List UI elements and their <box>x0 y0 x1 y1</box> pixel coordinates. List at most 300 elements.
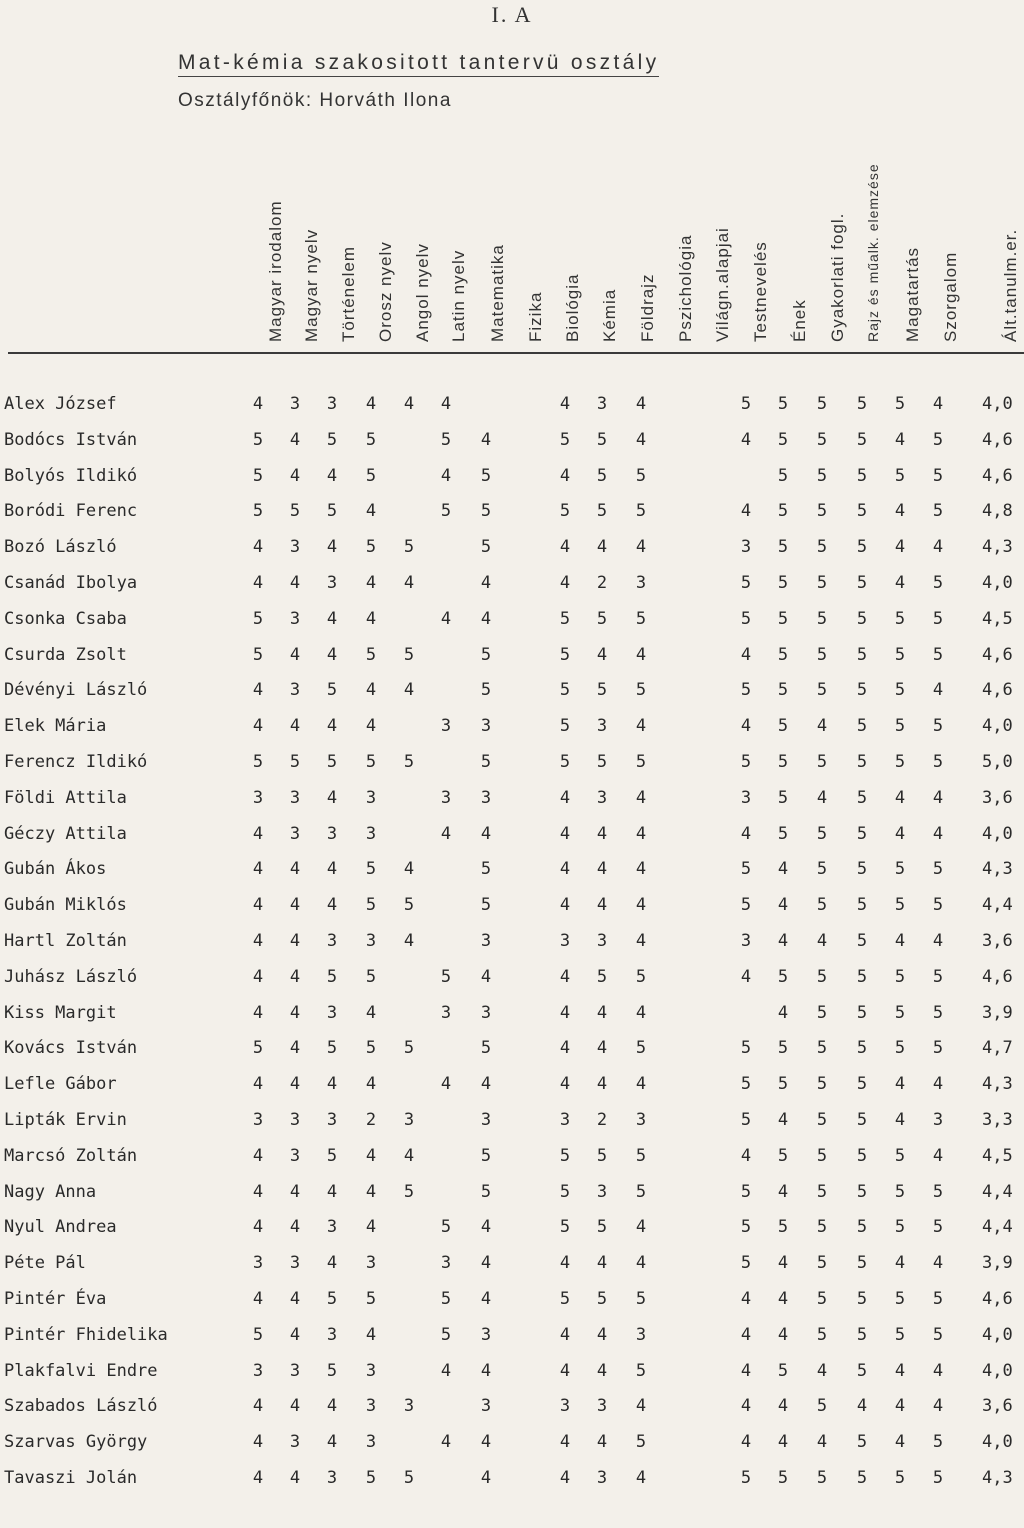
grade-cell: 4 <box>740 1360 752 1381</box>
grade-cell: 5 <box>894 644 906 665</box>
grade-cell: 4 <box>635 823 647 844</box>
grade-cell: 4 <box>365 501 377 522</box>
grade-cell: 4 <box>596 1038 608 1059</box>
grade-cell: 5 <box>635 680 647 701</box>
grade-cell: 4 <box>932 394 944 414</box>
grade-cell: 5 <box>894 966 906 987</box>
grade-cell: 5 <box>856 1432 868 1453</box>
grade-cell: 4 <box>932 1074 944 1095</box>
table-row <box>0 931 1024 967</box>
grade-cell: 4 <box>740 1145 752 1166</box>
grade-cell: 5 <box>856 1074 868 1095</box>
grade-cell: 4 <box>289 966 301 987</box>
grade-cell: 4 <box>816 716 828 737</box>
grade-cell: 3 <box>440 1002 452 1023</box>
grade-cell: 3 <box>326 1002 338 1023</box>
grade-cell: 5 <box>777 787 789 808</box>
grade-cell: 5 <box>480 752 492 772</box>
grade-cell: 5 <box>856 501 868 522</box>
grade-cell: 4 <box>480 573 492 593</box>
average-cell: 4,0 <box>982 716 1013 737</box>
grade-cell: 5 <box>894 608 906 629</box>
grade-cell: 4 <box>326 1074 338 1095</box>
grade-cell: 3 <box>596 394 608 414</box>
table-row <box>0 537 1024 573</box>
grade-cell: 5 <box>932 1217 944 1238</box>
grade-cell: 5 <box>856 1145 868 1166</box>
average-cell: 4,8 <box>982 501 1013 522</box>
table-row <box>0 573 1024 609</box>
grade-cell: 5 <box>326 1289 338 1309</box>
average-cell: 4,0 <box>982 573 1013 593</box>
grade-cell: 5 <box>777 465 789 486</box>
grade-cell: 3 <box>326 1468 338 1488</box>
grade-cell: 4 <box>289 1002 301 1023</box>
grade-cell: 5 <box>894 1217 906 1238</box>
grade-cell: 5 <box>894 895 906 916</box>
grade-cell: 5 <box>480 501 492 522</box>
grade-cell: 5 <box>596 429 608 450</box>
grade-cell: 5 <box>252 429 264 450</box>
grade-cell: 5 <box>326 1360 338 1381</box>
grade-cell: 5 <box>440 1289 452 1309</box>
grade-cell: 3 <box>252 1253 264 1274</box>
student-name: Dévényi László <box>4 680 148 701</box>
grade-cell: 4 <box>403 680 415 701</box>
grade-cell: 3 <box>480 1110 492 1130</box>
table-row <box>0 394 1024 430</box>
grade-cell: 4 <box>252 1074 264 1095</box>
grade-cell: 5 <box>740 1253 752 1274</box>
grade-cell: 5 <box>596 752 608 772</box>
grade-cell: 5 <box>365 1468 377 1488</box>
grade-cell: 4 <box>559 1038 571 1059</box>
grade-cell: 4 <box>777 1396 789 1417</box>
grade-cell: 3 <box>252 787 264 808</box>
average-cell: 4,0 <box>982 1432 1013 1453</box>
grade-cell: 5 <box>740 1468 752 1488</box>
grade-cell: 4 <box>289 429 301 450</box>
student-name: Péte Pál <box>4 1253 86 1274</box>
grade-cell: 3 <box>559 931 571 951</box>
student-name: Pintér Éva <box>4 1289 107 1309</box>
grade-cell: 5 <box>740 608 752 629</box>
grade-cell: 5 <box>635 1289 647 1309</box>
subject-header: Orosz nyelv <box>376 241 395 342</box>
table-row <box>0 1396 1024 1432</box>
grade-cell: 4 <box>252 1217 264 1238</box>
grade-cell: 4 <box>480 1360 492 1381</box>
grade-cell: 5 <box>894 1145 906 1166</box>
grade-cell: 4 <box>856 1396 868 1417</box>
grade-cell: 5 <box>816 1289 828 1309</box>
grade-cell: 4 <box>326 608 338 629</box>
grade-cell: 5 <box>932 429 944 450</box>
subject-header: Angol nyelv <box>413 243 432 342</box>
grade-cell: 5 <box>252 1038 264 1059</box>
table-row <box>0 645 1024 681</box>
grade-cell: 4 <box>777 1253 789 1274</box>
grade-cell: 5 <box>252 1324 264 1345</box>
grade-cell: 5 <box>894 1038 906 1059</box>
grade-cell: 4 <box>635 931 647 951</box>
grade-cell: 5 <box>932 966 944 987</box>
grade-cell: 4 <box>252 1181 264 1202</box>
grade-cell: 5 <box>559 501 571 522</box>
grade-cell: 4 <box>403 859 415 880</box>
grade-cell: 4 <box>289 859 301 880</box>
grade-cell: 5 <box>559 644 571 665</box>
table-row <box>0 466 1024 502</box>
grade-cell: 4 <box>894 1110 906 1130</box>
average-cell: 4,6 <box>982 465 1013 486</box>
student-name: Kovács István <box>4 1038 138 1059</box>
grade-cell: 5 <box>440 429 452 450</box>
grade-cell: 3 <box>403 1110 415 1130</box>
grade-cell: 4 <box>289 1289 301 1309</box>
grade-cell: 4 <box>596 1324 608 1345</box>
grade-cell: 5 <box>932 895 944 916</box>
grade-cell: 5 <box>932 465 944 486</box>
average-cell: 4,6 <box>982 1289 1013 1309</box>
grade-cell: 4 <box>326 1253 338 1274</box>
grade-cell: 5 <box>894 394 906 414</box>
grade-cell: 4 <box>440 465 452 486</box>
grade-cell: 4 <box>740 1289 752 1309</box>
grade-cell: 5 <box>856 1110 868 1130</box>
grade-cell: 4 <box>635 394 647 414</box>
grade-cell: 5 <box>777 1145 789 1166</box>
grade-cell: 4 <box>440 1074 452 1095</box>
grade-cell: 4 <box>403 573 415 593</box>
grade-cell: 4 <box>480 1253 492 1274</box>
grade-cell: 5 <box>932 608 944 629</box>
student-name: Bolyós Ildikó <box>4 465 138 486</box>
student-name: Boródi Ferenc <box>4 501 138 522</box>
subject-header: Matematika <box>488 244 507 342</box>
grade-cell: 4 <box>777 859 789 880</box>
grade-cell: 4 <box>816 1360 828 1381</box>
grade-cell: 5 <box>816 895 828 916</box>
table-row <box>0 1361 1024 1397</box>
grade-cell: 4 <box>365 680 377 701</box>
grade-cell: 4 <box>894 573 906 593</box>
grade-cell: 3 <box>403 1396 415 1417</box>
grade-cell: 4 <box>289 1181 301 1202</box>
grade-cell: 4 <box>894 1074 906 1095</box>
grade-cell: 5 <box>816 680 828 701</box>
grade-cell: 5 <box>480 859 492 880</box>
grade-cell: 4 <box>252 680 264 701</box>
grade-cell: 4 <box>635 1253 647 1274</box>
grade-cell: 4 <box>635 537 647 558</box>
grade-cell: 4 <box>326 465 338 486</box>
student-name: Plakfalvi Endre <box>4 1360 158 1381</box>
grade-cell: 5 <box>856 1289 868 1309</box>
grade-cell: 4 <box>777 1289 789 1309</box>
grade-cell: 4 <box>252 1396 264 1417</box>
grade-cell: 3 <box>596 716 608 737</box>
grade-cell: 4 <box>740 501 752 522</box>
grade-cell: 3 <box>740 787 752 808</box>
grade-cell: 3 <box>596 1396 608 1417</box>
grade-cell: 4 <box>559 1360 571 1381</box>
grade-cell: 4 <box>635 1468 647 1488</box>
grade-cell: 5 <box>777 1360 789 1381</box>
student-name: Gubán Miklós <box>4 895 127 916</box>
grade-cell: 4 <box>894 429 906 450</box>
average-cell: 4,4 <box>982 1181 1013 1202</box>
grade-cell: 5 <box>635 1432 647 1453</box>
grade-cell: 5 <box>816 1253 828 1274</box>
student-name: Bodócs István <box>4 429 138 450</box>
grade-cell: 5 <box>326 1038 338 1059</box>
student-name: Bozó László <box>4 537 117 558</box>
grade-cell: 3 <box>596 931 608 951</box>
grade-cell: 4 <box>932 1145 944 1166</box>
grade-cell: 3 <box>932 1110 944 1130</box>
grade-cell: 5 <box>635 1145 647 1166</box>
grade-cell: 4 <box>596 1360 608 1381</box>
grade-cell: 5 <box>326 680 338 701</box>
table-row <box>0 1038 1024 1074</box>
grade-cell: 5 <box>816 501 828 522</box>
grade-cell: 4 <box>480 1432 492 1453</box>
grade-cell: 4 <box>596 859 608 880</box>
grade-cell: 4 <box>932 680 944 701</box>
grade-cell: 4 <box>440 1432 452 1453</box>
student-name: Géczy Attila <box>4 823 127 844</box>
grade-cell: 3 <box>480 1396 492 1417</box>
grade-cell: 5 <box>596 1217 608 1238</box>
grade-cell: 5 <box>856 1181 868 1202</box>
grade-cell: 4 <box>635 1217 647 1238</box>
grade-cell: 4 <box>894 1360 906 1381</box>
grade-cell: 5 <box>326 752 338 772</box>
grade-cell: 4 <box>365 1074 377 1095</box>
grade-cell: 4 <box>252 716 264 737</box>
grade-cell: 4 <box>480 1468 492 1488</box>
grade-cell: 4 <box>559 537 571 558</box>
grade-cell: 5 <box>932 752 944 772</box>
grade-cell: 4 <box>365 573 377 593</box>
average-cell: 4,5 <box>982 608 1013 629</box>
grade-cell: 4 <box>559 787 571 808</box>
grade-cell: 4 <box>252 823 264 844</box>
grade-cell: 5 <box>635 1181 647 1202</box>
subject-header: Ének <box>790 299 809 342</box>
grade-cell: 4 <box>289 573 301 593</box>
grade-cell: 5 <box>777 644 789 665</box>
average-cell: 4,0 <box>982 1360 1013 1381</box>
table-row <box>0 895 1024 931</box>
subject-header: Kémia <box>600 288 619 342</box>
student-name: Csurda Zsolt <box>4 644 127 665</box>
grade-cell: 3 <box>440 1253 452 1274</box>
grade-cell: 3 <box>326 1110 338 1130</box>
grade-cell: 3 <box>365 1253 377 1274</box>
grade-cell: 5 <box>740 752 752 772</box>
grade-cell: 3 <box>326 823 338 844</box>
grade-cell: 4 <box>596 1253 608 1274</box>
grade-cell: 4 <box>596 1432 608 1453</box>
grade-cell: 4 <box>440 394 452 414</box>
grade-cell: 5 <box>816 537 828 558</box>
grade-cell: 5 <box>403 895 415 916</box>
grade-cell: 4 <box>740 823 752 844</box>
grade-cell: 3 <box>289 1432 301 1453</box>
subject-header: Pszichológia <box>676 234 695 342</box>
grade-cell: 4 <box>932 537 944 558</box>
grade-cell: 5 <box>365 966 377 987</box>
grade-cell: 5 <box>856 931 868 951</box>
grade-cell: 4 <box>559 859 571 880</box>
grade-cell: 5 <box>740 573 752 593</box>
grade-cell: 5 <box>635 501 647 522</box>
subject-header: Magyar nyelv <box>302 228 321 342</box>
grade-cell: 5 <box>777 752 789 772</box>
grade-cell: 4 <box>559 1002 571 1023</box>
grade-cell: 4 <box>289 1074 301 1095</box>
grade-cell: 5 <box>816 429 828 450</box>
grade-cell: 5 <box>894 716 906 737</box>
grade-cell: 5 <box>894 680 906 701</box>
grade-cell: 5 <box>932 1181 944 1202</box>
grade-cell: 5 <box>856 465 868 486</box>
grade-cell: 5 <box>856 573 868 593</box>
grade-cell: 4 <box>932 1396 944 1417</box>
student-name: Pintér Fhidelika <box>4 1324 168 1345</box>
student-name: Hartl Zoltán <box>4 931 127 951</box>
grade-cell: 4 <box>365 1324 377 1345</box>
grade-cell: 5 <box>932 1468 944 1488</box>
grade-cell: 4 <box>596 1002 608 1023</box>
grade-cell: 4 <box>252 394 264 414</box>
grade-cell: 2 <box>365 1110 377 1130</box>
grade-cell: 4 <box>252 1468 264 1488</box>
grade-cell: 4 <box>326 787 338 808</box>
grade-cell: 3 <box>480 1002 492 1023</box>
grade-cell: 2 <box>596 1110 608 1130</box>
grade-cell: 4 <box>365 716 377 737</box>
grade-cell: 4 <box>777 1324 789 1345</box>
student-name: Ferencz Ildikó <box>4 752 148 772</box>
average-cell: 4,3 <box>982 537 1013 558</box>
average-cell: 4,4 <box>982 895 1013 916</box>
grade-cell: 3 <box>326 1324 338 1345</box>
grade-cell: 5 <box>596 608 608 629</box>
subject-header: Világn.alapjai <box>713 227 732 342</box>
table-row <box>0 609 1024 645</box>
average-cell: 4,0 <box>982 1324 1013 1345</box>
grade-cell: 5 <box>480 1038 492 1059</box>
subject-header: Ált.tanulm.er. <box>1001 228 1020 342</box>
grade-cell: 5 <box>777 429 789 450</box>
grade-cell: 5 <box>365 859 377 880</box>
average-cell: 5,0 <box>982 752 1013 772</box>
grade-cell: 4 <box>777 1181 789 1202</box>
average-cell: 4,3 <box>982 859 1013 880</box>
grade-cell: 4 <box>559 895 571 916</box>
grade-cell: 5 <box>403 537 415 558</box>
grade-cell: 4 <box>326 895 338 916</box>
grade-cell: 5 <box>894 465 906 486</box>
grade-cell: 3 <box>596 1181 608 1202</box>
grade-cell: 5 <box>816 1074 828 1095</box>
average-cell: 4,6 <box>982 429 1013 450</box>
grade-cell: 5 <box>932 1324 944 1345</box>
grade-cell: 3 <box>365 931 377 951</box>
student-name: Lefle Gábor <box>4 1074 117 1095</box>
grade-cell: 4 <box>894 823 906 844</box>
grade-cell: 5 <box>289 752 301 772</box>
student-name: Földi Attila <box>4 787 127 808</box>
grade-cell: 4 <box>740 429 752 450</box>
grade-cell: 4 <box>289 895 301 916</box>
grade-cell: 5 <box>777 680 789 701</box>
page-title: I. A <box>491 2 533 27</box>
table-row <box>0 716 1024 752</box>
grade-cell: 3 <box>740 537 752 558</box>
grade-cell: 5 <box>559 680 571 701</box>
grade-cell: 4 <box>289 465 301 486</box>
grade-cell: 4 <box>894 1253 906 1274</box>
grade-cell: 5 <box>777 537 789 558</box>
grade-cell: 5 <box>252 608 264 629</box>
grade-cell: 5 <box>559 1181 571 1202</box>
grade-cell: 5 <box>403 1468 415 1488</box>
average-cell: 4,0 <box>982 394 1013 414</box>
grade-cell: 4 <box>326 644 338 665</box>
grade-cell: 4 <box>816 931 828 951</box>
subject-header: Rajz és műalk. elemzése <box>865 163 881 342</box>
grade-cell: 3 <box>326 931 338 951</box>
grade-cell: 5 <box>440 1324 452 1345</box>
table-row <box>0 824 1024 860</box>
grade-cell: 5 <box>856 787 868 808</box>
grade-cell: 4 <box>365 1217 377 1238</box>
grade-cell: 4 <box>252 1145 264 1166</box>
grade-cell: 4 <box>740 1324 752 1345</box>
grade-cell: 5 <box>932 501 944 522</box>
grade-cell: 4 <box>894 537 906 558</box>
grade-cell: 5 <box>932 1038 944 1059</box>
grade-cell: 3 <box>740 931 752 951</box>
grade-cell: 4 <box>894 787 906 808</box>
grade-cell: 4 <box>740 644 752 665</box>
grade-cell: 4 <box>289 1468 301 1488</box>
average-cell: 3,9 <box>982 1253 1013 1274</box>
grade-cell: 4 <box>596 644 608 665</box>
grade-cell: 4 <box>559 1468 571 1488</box>
grade-cell: 3 <box>480 1324 492 1345</box>
grade-cell: 3 <box>289 1110 301 1130</box>
grade-cell: 5 <box>816 644 828 665</box>
student-name: Szarvas György <box>4 1432 148 1453</box>
grade-cell: 3 <box>635 573 647 593</box>
grade-cell: 4 <box>365 1181 377 1202</box>
grade-cell: 5 <box>740 1181 752 1202</box>
grade-cell: 5 <box>326 501 338 522</box>
grade-cell: 5 <box>596 501 608 522</box>
grade-cell: 4 <box>365 608 377 629</box>
grade-cell: 5 <box>856 608 868 629</box>
average-cell: 4,6 <box>982 644 1013 665</box>
grade-cell: 4 <box>894 501 906 522</box>
grade-cell: 5 <box>856 1468 868 1488</box>
grade-cell: 4 <box>777 1432 789 1453</box>
grade-cell: 4 <box>289 1217 301 1238</box>
